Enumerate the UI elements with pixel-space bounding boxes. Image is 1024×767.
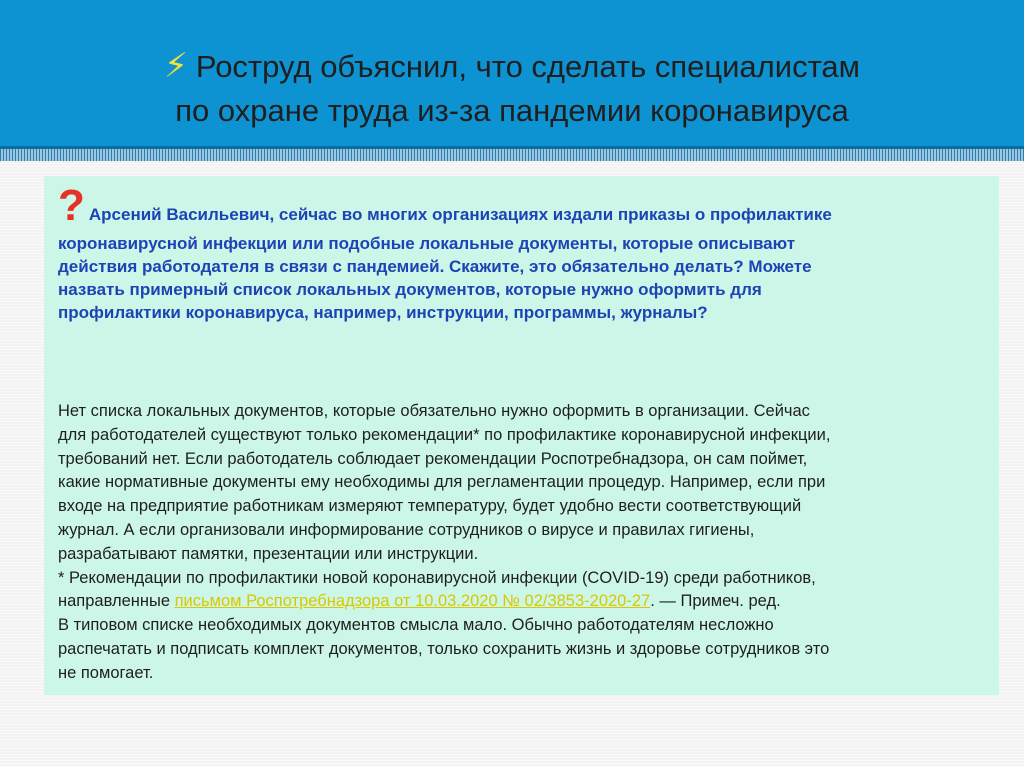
title-line-1: Роструд объяснил, что сделать специалистам <box>195 49 860 84</box>
answer-line: В типовом списке необходимых документов смысла мало. Обычно работодателям несложно <box>58 616 774 635</box>
answer-line: журнал. А если организовали информирование сотрудников о вирусе и правилах гигиены, <box>58 520 755 539</box>
answer-line: входе на предприятие работникам измеряют температуру, будет удобно вести соответствующий <box>58 497 802 516</box>
title-line-2: по охране труда из-за пандемии коронавируса <box>175 93 849 128</box>
slide-title <box>0 44 1024 133</box>
slide-header <box>0 0 1024 149</box>
question-line-2: коронавирусной инфекции или подобные локальные документы, которые описывают <box>58 234 796 253</box>
rospotrebnadzor-letter-link[interactable]: письмом Роспотребнадзора от 10.03.2020 № 02/3853-2020-27 <box>174 592 651 611</box>
question-line-1: Арсений Васильевич, сейчас во многих организациях издали приказы о профилактике <box>88 205 832 224</box>
answer-block <box>58 400 993 686</box>
answer-line: * Рекомендации по профилактики новой коронавирусной инфекции (COVID-19) среди работников, <box>58 568 816 587</box>
content-card <box>44 176 999 695</box>
footnote-prefix: направленные <box>58 592 175 611</box>
answer-line: Нет списка локальных документов, которые обязательно нужно оформить в организации. Сейчас <box>58 402 810 420</box>
question-block <box>58 181 983 324</box>
question-line-3: действия работодателя в связи с пандемией. Скажите, это обязательно делать? Можете <box>58 257 812 276</box>
answer-line: распечатать и подписать комплект документов, только сохранить жизнь и здоровье сотрудников это <box>58 639 830 658</box>
lightning-icon: ⚡ <box>164 47 188 85</box>
footnote-suffix: . — Примеч. ред. <box>650 592 781 611</box>
answer-line: разрабатывают памятки, презентации или инструкции. <box>58 544 479 563</box>
footnote-line <box>58 590 993 614</box>
answer-line: требований нет. Если работодатель соблюдает рекомендации Роспотребнадзора, он сам поймет, <box>58 449 808 468</box>
answer-line: какие нормативные документы ему необходимы для регламентации процедур. Например, если при <box>58 473 826 492</box>
question-first-line <box>58 181 983 230</box>
question-line-4: назвать примерный список локальных документов, которые нужно оформить для <box>58 280 762 299</box>
answer-line: не помогает. <box>58 663 154 682</box>
header-divider <box>0 149 1024 161</box>
question-mark-icon: ? <box>58 181 85 230</box>
question-line-5: профилактики коронавируса, например, инструкции, программы, журналы? <box>58 303 708 322</box>
answer-line: для работодателей существуют только рекомендации* по профилактике коронавирусной инфекции, <box>58 425 831 444</box>
